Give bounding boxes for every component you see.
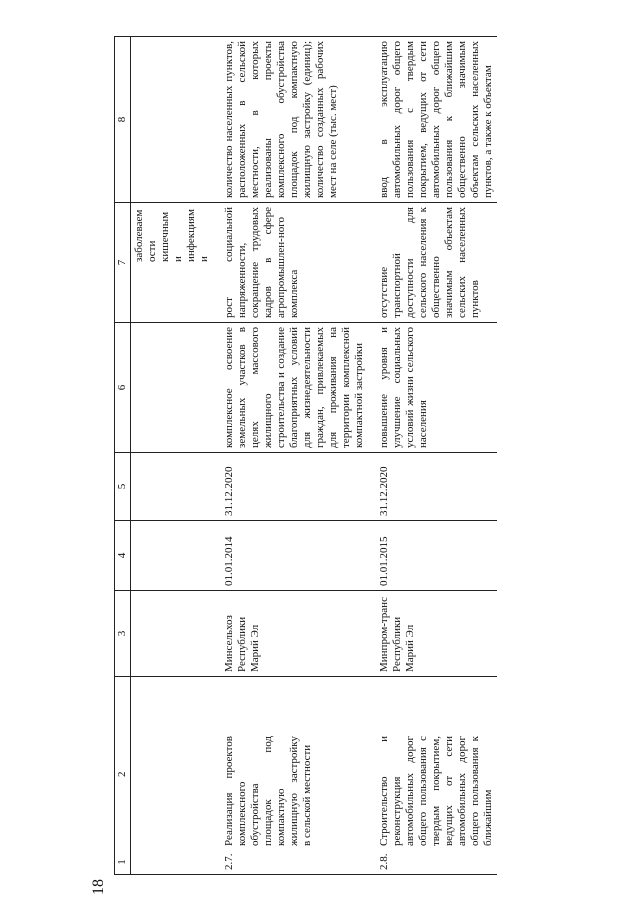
column-number-8: 8 [115,37,131,203]
expected-result: комплексное освоение земельных участков в целях массового жилищного строительства и создание благоприятных условий для жизнедеятельности граждан, привлекаемых для проживания на территории комплексной компактной застройки [213,323,368,453]
column-number-3: 3 [115,591,131,677]
responsible-executor: Минсельхоз Республики Марий Эл [213,591,368,677]
responsible-executor: Минпром-транс Республики Марий Эл [368,591,497,677]
carry-over-row [131,37,214,875]
column-number-5: 5 [115,453,131,521]
table-row [368,37,497,875]
column-number-4: 4 [115,521,131,591]
end-date: 31.12.2020 [213,453,368,521]
row-number: 2.8. [378,853,390,870]
column-number-7: 7 [115,203,131,323]
row-number: 2.7. [223,853,235,870]
column-number-6: 6 [115,323,131,453]
measure-name: Строительство и реконструкция автомобильных дорог общего пользования с твердым покрытием, ведущих от сети автомобильных дорог общего пользования к ближайшим [378,736,494,846]
related-indicators: количество населенных пунктов, расположенных в сельской местности, в которых реализованы проекты комплексного обустройства площадок под компактную жилищную застройку (единиц); количество созданных рабочих мест на селе (тыс. мест) [213,37,368,203]
start-date: 01.01.2015 [368,521,497,591]
start-date: 01.01.2014 [213,521,368,591]
expected-result: повышение уровня и улучшение социальных условий жизни сельского населения [368,323,497,453]
measure-name: Реализация проектов комплексного обустройства площадок под компактную жилищную застройку в сельской местности [223,736,313,846]
non-implementation-consequence: отсутствие транспортной доступности для сельского населения к общественно значимым объектам сельских населенных пунктов [368,203,497,323]
rotated-table-container [90,0,640,905]
carry-over-consequence: заболеваемости кишечными инфекциями [131,203,214,323]
column-number-1: 1 [116,859,128,865]
non-implementation-consequence: рост социальной напряженности, сокращение трудовых кадров в сфере агропромышлен-ного комплекса [213,203,368,323]
end-date: 31.12.2020 [368,453,497,521]
program-measures-table [114,36,497,875]
column-number-2: 2 [116,771,128,777]
related-indicators: ввод в эксплуатацию автомобильных дорог общего пользования с твердым покрытием, ведущих от сети автомобильных дорог общего пользования к ближайшим общественно значимым объектам сельских населенных пунктов, а также к объектам [368,37,497,203]
page-number: 18 [90,879,107,895]
table-row [213,37,368,875]
column-number-row [115,37,131,875]
